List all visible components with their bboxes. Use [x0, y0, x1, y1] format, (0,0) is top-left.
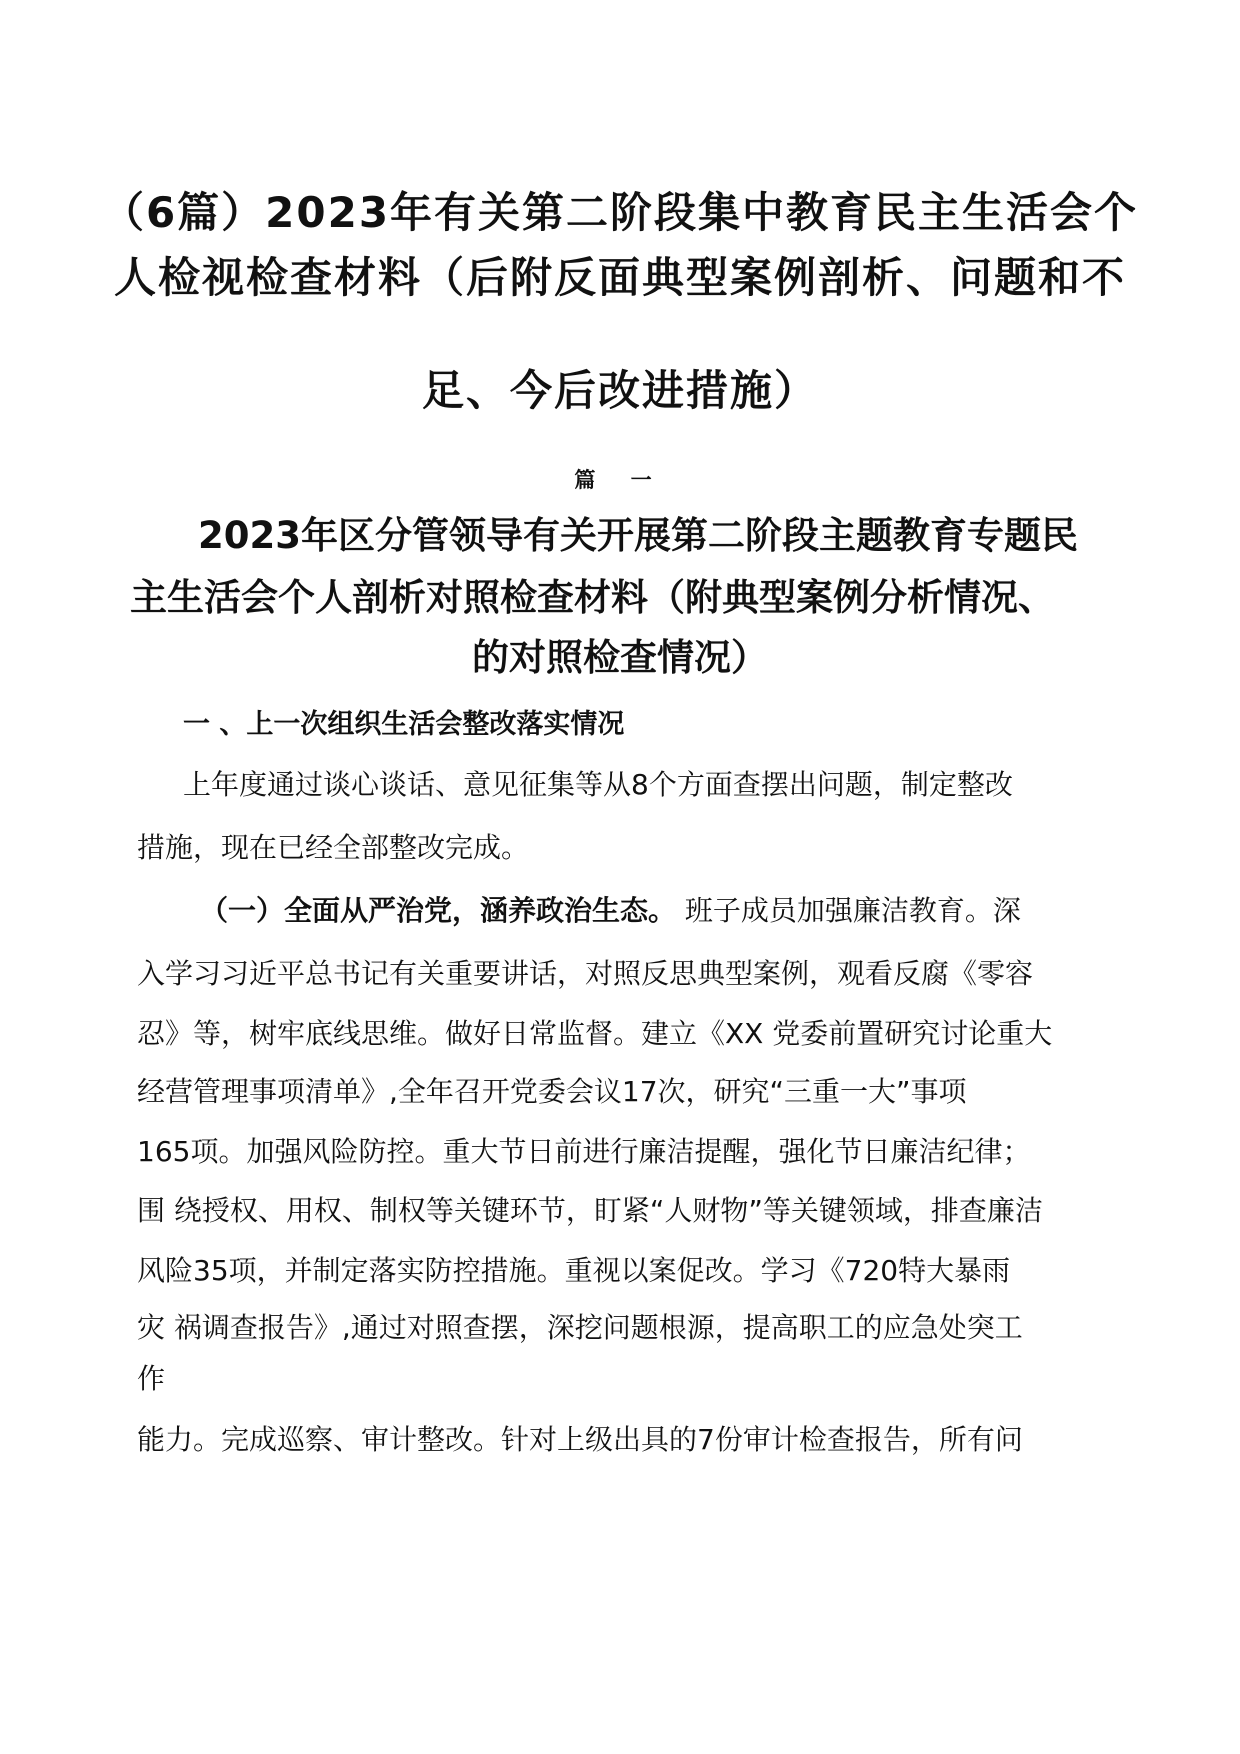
paragraph-line	[200, 889, 1021, 929]
paragraph-line: 入学习习近平总书记有关重要讲话，对照反思典型案例，观看反腐《零容	[137, 957, 1034, 990]
paragraph-line: 风险35项，并制定落实防控措施。重视以案促改。学习《720特大暴雨	[137, 1254, 1011, 1287]
document-title-line-2: 人检视检查材料（后附反面典型案例剖析、问题和不	[113, 253, 1126, 302]
article-title-line-3: 的对照检查情况）	[472, 636, 768, 679]
paragraph-line: 经营管理事项清单》,全年召开党委会议17次，研究“三重一大”事项	[137, 1075, 967, 1108]
paragraph-line: 忍》等，树牢底线思维。做好日常监督。建立《XX 党委前置研究讨论重大	[137, 1017, 1053, 1050]
chapter-label: 篇 一	[574, 467, 666, 492]
paragraph-text: 班子成员加强廉洁教育。深	[676, 894, 1021, 927]
section-heading: 一 、上一次组织生活会整改落实情况	[183, 709, 625, 740]
document-title-line-3: 足、今后改进措施）	[421, 366, 818, 415]
article-title-line-2: 主生活会个人剖析对照检查材料（附典型案例分析情况、	[130, 576, 1055, 619]
paragraph-line: 能力。完成巡察、审计整改。针对上级出具的7份审计检查报告，所有问	[137, 1423, 1023, 1456]
paragraph-line: 上年度通过谈心谈话、意见征集等从8个方面查摆出问题，制定整改	[183, 768, 1013, 801]
article-title-line-1: 2023年区分管领导有关开展第二阶段主题教育专题民	[198, 514, 1078, 557]
paragraph-line: 作	[137, 1362, 166, 1395]
paragraph-line: 措施，现在已经全部整改完成。	[137, 831, 530, 864]
paragraph-line: 灾 祸调查报告》,通过对照查摆，深挖问题根源，提高职工的应急处突工	[137, 1311, 1023, 1344]
paragraph-line: 围 绕授权、用权、制权等关键环节，盯紧“人财物”等关键领域，排查廉洁	[137, 1194, 1043, 1227]
subsection-heading: （一）全面从严治党，涵养政治生态。	[200, 894, 677, 927]
document-title-line-1: （6篇）2023年有关第二阶段集中教育民主生活会个	[101, 188, 1139, 237]
paragraph-line: 165项。加强风险防控。重大节日前进行廉洁提醒，强化节日廉洁纪律；	[137, 1135, 1031, 1168]
